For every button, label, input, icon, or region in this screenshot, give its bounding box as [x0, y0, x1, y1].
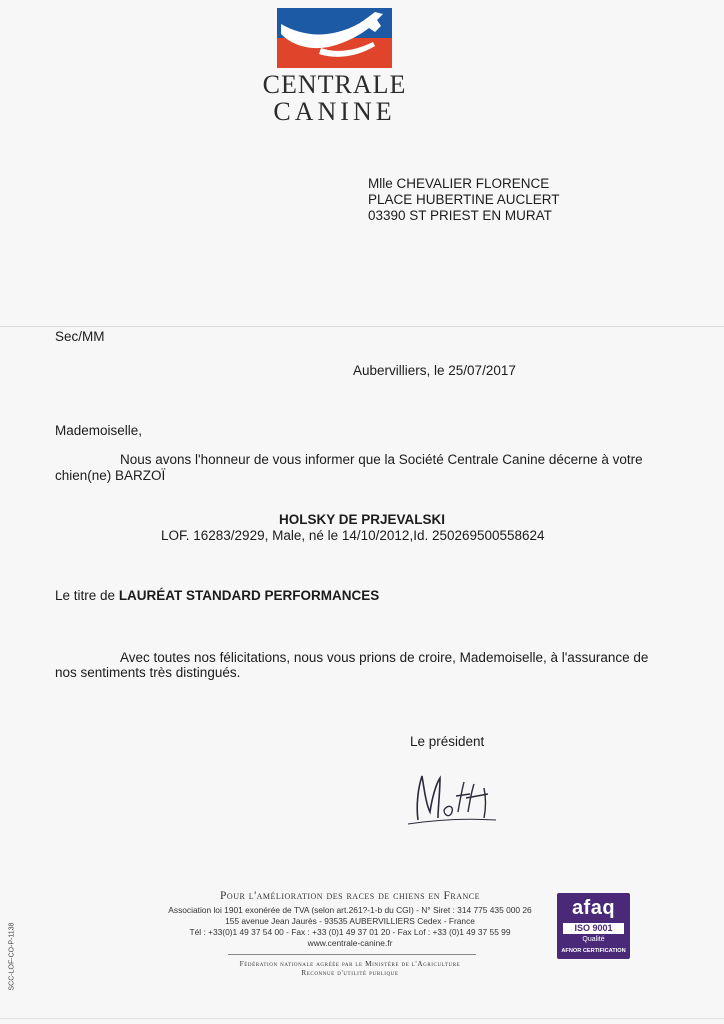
closing-line1: Avec toutes nos félicitations, nous vous prions de croire, Mademoiselle, à l'assurance de [120, 650, 649, 665]
footer-mission: Pour l'amélioration des races de chiens en France [220, 890, 480, 902]
afaq-issuer: AFNOR CERTIFICATION [561, 948, 626, 954]
centrale-canine-dog-logo-icon [277, 8, 392, 68]
afaq-label: Qualité [582, 936, 605, 943]
salutation: Mademoiselle, [55, 423, 143, 438]
title-prefix: Le titre de [55, 588, 116, 603]
recipient-street: PLACE HUBERTINE AUCLERT [368, 192, 560, 207]
recipient-name: Mlle CHEVALIER FLORENCE [368, 176, 550, 191]
afaq-standard: ISO 9001 [563, 923, 624, 934]
signatory-title: Le président [410, 734, 485, 749]
body-intro-line1: Nous avons l'honneur de vous informer que la Société Centrale Canine décerne à votre [120, 452, 643, 467]
reference-code: Sec/MM [55, 329, 105, 344]
title-line [55, 588, 379, 604]
paper-fold-line [0, 326, 724, 327]
footer-website[interactable]: www.centrale-canine.fr [307, 938, 393, 948]
footer-federation: Fédération nationale agréée par le Ministère de l'Agriculture [239, 960, 461, 968]
document-reference: SCC-LOF-CO-P-1138 [8, 922, 16, 991]
footer-legal: Association loi 1901 exonérée de TVA (selon art.261?-1-b du CGI) - N° Siret : 314 775 435 000 26 [168, 905, 532, 915]
president-signature-icon [404, 768, 504, 828]
afaq-brand: afaq [571, 897, 616, 919]
footer-recognition: Reconnue d'utilité publique [301, 969, 399, 977]
footer-phone: Tél : +33(0)1 49 37 54 00 - Fax : +33 (0)1 49 37 01 20 - Fax Lof : +33 (0)1 49 37 55 99 [189, 927, 511, 937]
place-date: Aubervilliers, le 25/07/2017 [353, 363, 516, 378]
brand-name-line2: CANINE [273, 97, 396, 126]
closing-line2: nos sentiments très distingués. [55, 665, 241, 680]
afaq-certification-badge [557, 893, 630, 959]
body-intro-line2: chien(ne) BARZOÏ [55, 468, 166, 483]
footer-divider [228, 954, 476, 955]
footer-address: 155 avenue Jean Jaurès - 93535 AUBERVILLIERS Cedex - France [225, 916, 475, 926]
dog-name: HOLSKY DE PRJEVALSKI [278, 512, 446, 527]
paper-edge-line [0, 1018, 724, 1019]
brand-name-line1: CENTRALE [262, 70, 407, 99]
recipient-city: 03390 ST PRIEST EN MURAT [368, 208, 552, 223]
title-award: LAURÉAT STANDARD PERFORMANCES [118, 588, 380, 603]
dog-details: LOF. 16283/2929, Male, né le 14/10/2012,Id. 250269500558624 [161, 528, 545, 543]
